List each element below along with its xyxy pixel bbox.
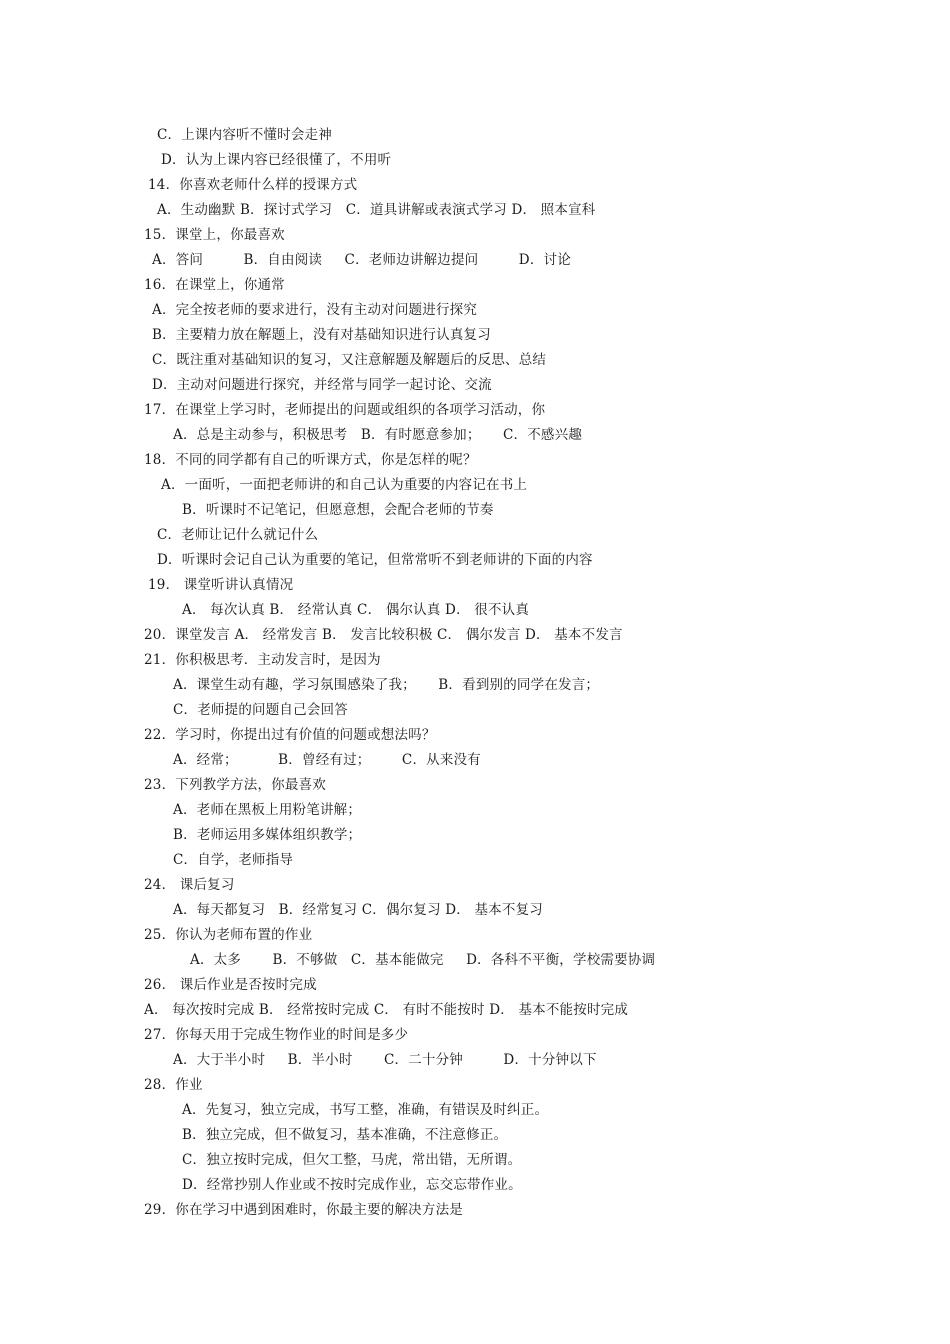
option-line: A．老师在黑板上用粉笔讲解； [173, 802, 362, 818]
option-line: A．生动幽默 B．探讨式学习 C．道具讲解或表演式学习 D． 照本宣科 [157, 202, 596, 218]
option-line: C．自学，老师指导 [173, 852, 294, 868]
option-line: A．经常； B．曾经有过； C．从来没有 [173, 752, 481, 768]
option-line: C．独立按时完成，但欠工整，马虎，常出错，无所谓。 [182, 1152, 522, 1168]
option-line: A． 每次按时完成 B． 经常按时完成 C． 有时不能按时 D． 基本不能按时完成 [144, 1002, 629, 1018]
option-line: A． 每次认真 B． 经常认真 C． 偶尔认真 D． 很不认真 [182, 602, 530, 618]
option-line: C．上课内容听不懂时会走神 [157, 127, 332, 143]
option-line: D．听课时会记自己认为重要的笔记，但常常听不到老师讲的下面的内容 [157, 552, 593, 568]
option-line: A．先复习，独立完成，书写工整，准确，有错误及时纠正。 [182, 1102, 549, 1118]
option-line: A．课堂生动有趣，学习氛围感染了我； B．看到别的同学在发言； [173, 677, 600, 693]
question-line: 26． 课后作业是否按时完成 [144, 977, 317, 993]
question-line: 21．你积极思考．主动发言时，是因为 [144, 652, 381, 668]
question-line: 24． 课后复习 [144, 877, 235, 893]
question-line: 28．作业 [144, 1077, 203, 1093]
option-line: B．老师运用多媒体组织教学； [173, 827, 362, 843]
question-line: 19． 课堂听讲认真情况 [148, 577, 294, 593]
question-line: 27．你每天用于完成生物作业的时间是多少 [144, 1027, 409, 1043]
option-line: B．听课时不记笔记，但愿意想，会配合老师的节奏 [182, 502, 494, 518]
option-line: A．总是主动参与，积极思考 B．有时愿意参加； C．不感兴趣 [173, 427, 583, 443]
option-line: C．老师提的问题自己会回答 [173, 702, 348, 718]
question-line: 20．课堂发言 A． 经常发言 B． 发言比较积极 C． 偶尔发言 D． 基本不发言 [144, 627, 623, 643]
question-line: 22．学习时，你提出过有价值的问题或想法吗？ [144, 727, 436, 743]
option-line: A．每天都复习 B．经常复习 C．偶尔复习 D． 基本不复习 [173, 902, 543, 918]
question-line: 25．你认为老师布置的作业 [144, 927, 313, 943]
question-line: 18．不同的同学都有自己的听课方式，你是怎样的呢？ [144, 452, 477, 468]
option-line: A．一面听，一面把老师讲的和自己认为重要的内容记在书上 [161, 477, 528, 493]
option-line: A．完全按老师的要求进行，没有主动对问题进行探究 [152, 302, 478, 318]
option-line: A．太多 B．不够做 C．基本能做完 D．各科不平衡，学校需要协调 [190, 952, 656, 968]
question-line: 14．你喜欢老师什么样的授课方式 [148, 177, 358, 193]
option-line: D．认为上课内容已经很懂了，不用听 [161, 152, 392, 168]
question-line: 15．课堂上，你最喜欢 [144, 227, 285, 243]
option-line: B．独立完成，但不做复习，基本准确，不注意修正。 [182, 1127, 508, 1143]
option-line: C．老师让记什么就记什么 [157, 527, 319, 543]
question-line: 17．在课堂上学习时，老师提出的问题或组织的各项学习活动，你 [144, 402, 546, 418]
option-line: A．大于半小时 B．半小时 C．二十分钟 D．十分钟以下 [173, 1052, 597, 1068]
option-line: C．既注重对基础知识的复习，又注意解题及解题后的反思、总结 [152, 352, 547, 368]
option-line: D．主动对问题进行探究，并经常与同学一起讨论、交流 [152, 377, 492, 393]
option-line: B．主要精力放在解题上，没有对基础知识进行认真复习 [152, 327, 491, 343]
question-line: 29．你在学习中遇到困难时，你最主要的解决方法是 [144, 1202, 463, 1218]
option-line: D．经常抄别人作业或不按时完成作业，忘交忘带作业。 [182, 1177, 522, 1193]
option-line: A．答问 B．自由阅读 C．老师边讲解边提问 D．讨论 [152, 252, 571, 268]
question-line: 16．在课堂上，你通常 [144, 277, 285, 293]
question-line: 23．下列教学方法，你最喜欢 [144, 777, 326, 793]
